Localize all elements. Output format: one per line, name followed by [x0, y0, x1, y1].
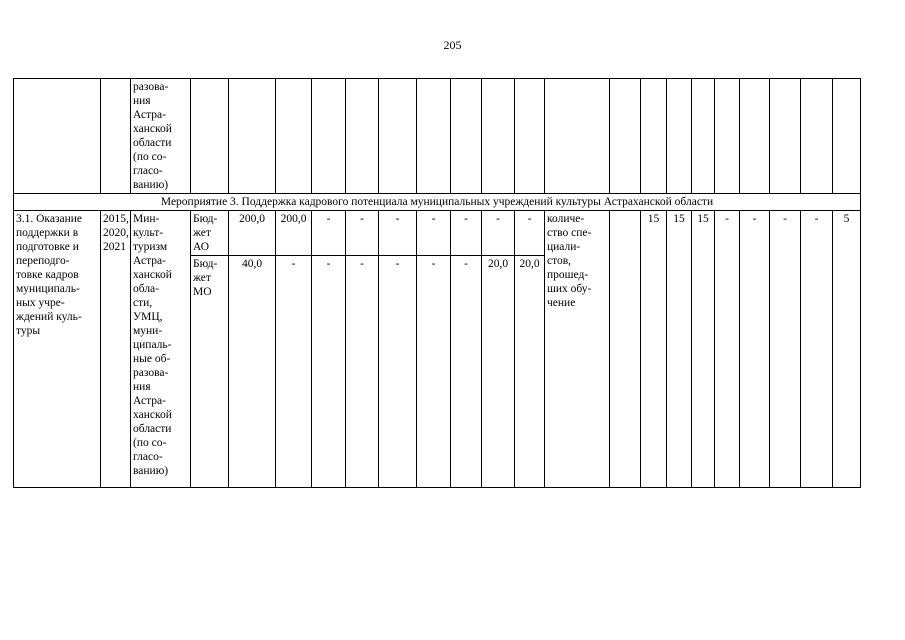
continuation-row: [14, 79, 861, 194]
activity-years: 2015, 2020, 2021: [101, 211, 131, 488]
funding-value: -: [346, 256, 379, 488]
indicator-value: -: [770, 211, 801, 488]
indicator-name: количе- ство спе- циали- стов, прошед- ших обу- чение: [545, 211, 610, 488]
cont-years-cell: [101, 79, 131, 194]
indicator-value: 15: [692, 211, 715, 488]
page-number: 205: [443, 38, 462, 52]
funding-value: 40,0: [229, 256, 276, 488]
funding-source: Бюд- жет МО: [191, 256, 229, 488]
funding-value: -: [417, 256, 451, 488]
funding-value: 20,0: [482, 256, 515, 488]
funding-value: -: [379, 256, 417, 488]
funding-value: 200,0: [229, 211, 276, 256]
funding-value: 20,0: [515, 256, 545, 488]
indicator-value: -: [801, 211, 833, 488]
funding-source: Бюд- жет АО: [191, 211, 229, 256]
funding-value: -: [451, 211, 482, 256]
funding-value: -: [379, 211, 417, 256]
indicator-value: 15: [667, 211, 692, 488]
indicator-value: -: [740, 211, 770, 488]
funding-value: -: [346, 211, 379, 256]
indicator-value: -: [715, 211, 740, 488]
funding-value: -: [515, 211, 545, 256]
funding-value: -: [417, 211, 451, 256]
funding-value: -: [451, 256, 482, 488]
activity-name: 3.1. Оказание поддержки в подготовке и переподго- товке кадров муниципаль- ных учре- ждений куль- туры: [14, 211, 101, 488]
cont-name-cell: [14, 79, 101, 194]
indicator-value: 5: [833, 211, 861, 488]
section-title: Мероприятие 3. Поддержка кадрового потенциала муниципальных учреждений культуры Астраханской области: [14, 194, 861, 211]
indicator-value: 15: [641, 211, 667, 488]
funding-value: -: [482, 211, 515, 256]
funding-value: -: [312, 256, 346, 488]
cont-executor-cell: разова- ния Астра- ханской области (по со- гласо- ванию): [131, 79, 191, 194]
indicator-value: [610, 211, 641, 488]
activity-row-ao: [14, 211, 861, 256]
funding-value: 200,0: [276, 211, 312, 256]
funding-value: -: [312, 211, 346, 256]
activity-executor: Мин- культ- туризм Астра- ханской обла- сти, УМЦ, муни- ципаль- ные об- разова- ния Астра- ханской области (по со- гласо- ванию): [131, 211, 191, 488]
funding-value: -: [276, 256, 312, 488]
section-row: [14, 194, 861, 211]
program-table: [13, 78, 861, 488]
